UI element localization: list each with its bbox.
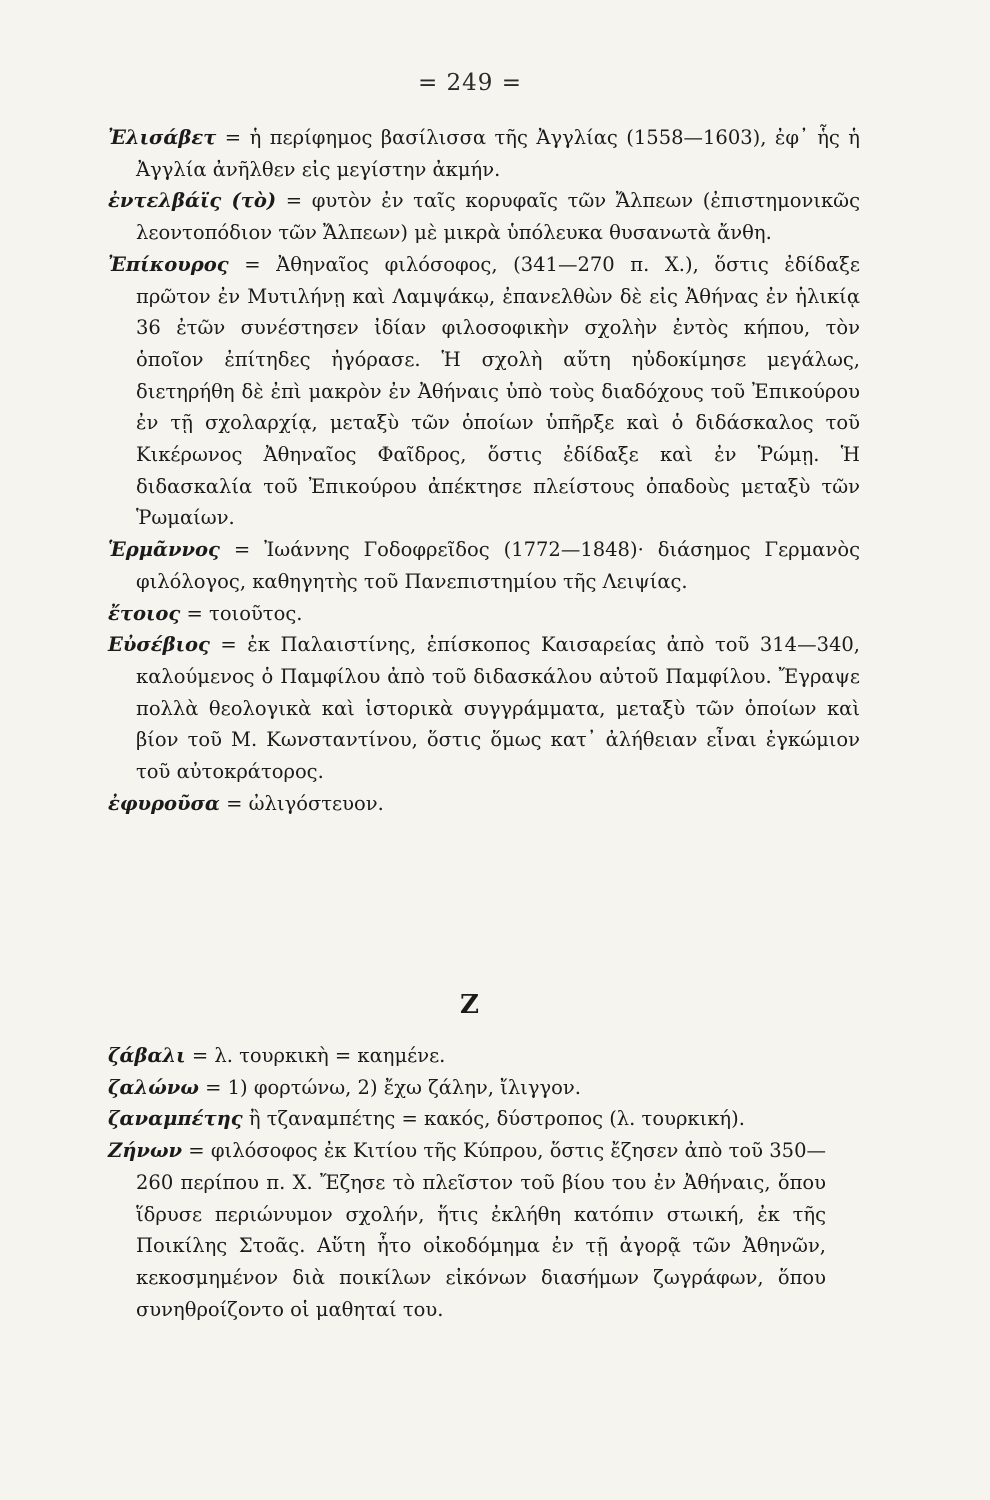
dictionary-entry [108,1103,826,1135]
dictionary-entry [108,185,860,248]
dictionary-entry [108,249,860,534]
dictionary-entry [108,122,860,185]
entry-definition: = ὠλιγόστευον. [219,791,384,815]
entry-headword: ἐντελβάϊς (τὸ) [108,189,277,213]
page-number: = 249 = [417,70,523,96]
entry-headword: Ἐπίκουρος [108,252,229,276]
entry-definition: = ἐκ Παλαιστίνης, ἐπίσκοπος Καισαρείας ἀπὸ τοῦ 314—340, καλούμενος ὁ Παμφίλου ἀπὸ τοῦ διδασκάλου αὐτοῦ Παμφίλου. Ἔγραψε πολλὰ θεολογικὰ καὶ ἱστορικὰ συγγράμματα, μεταξὺ τῶν ὁποίων καὶ βίον τοῦ Μ. Κωνσταντίνου, ὅστις ὅμως κατ᾽ ἀλήθειαν εἶναι ἐγκώμιον τοῦ αὐτοκράτορος. [136,633,860,784]
entry-definition: = τοιοῦτος. [180,601,303,625]
entry-headword: Ἐλισάβετ [108,126,217,149]
entry-headword: ἔτοιος [108,601,181,625]
dictionary-entry [108,629,860,788]
entry-definition: = 1) φορτώνω, 2) ἔχω ζάλην, ἴλιγγον. [198,1075,581,1099]
section-letter-heading: Z [460,990,480,1020]
entry-headword: Ἑρμᾶννος [108,538,220,562]
entry-definition: = λ. τουρκικὴ = καημένε. [185,1044,446,1067]
dictionary-entry [108,1040,826,1072]
dictionary-entry [108,598,860,630]
entry-definition: = φιλόσοφος ἐκ Κιτίου τῆς Κύπρου, ὅστις ἔζησεν ἀπὸ τοῦ 350—260 περίπου π. Χ. Ἔζησε τὸ πλεῖστον τοῦ βίου του ἐν Ἀθήναις, ὅπου ἵδρυσε περιώνυμον σχολήν, ἥτις ἐκλήθη κατόπιν στωική, ἐκ τῆς Ποικίλης Στοᾶς. Αὕτη ἦτο οἰκοδόμημα ἐν τῇ ἀγορᾷ τῶν Ἀθηνῶν, κεκοσμημένον διὰ ποικίλων εἰκόνων διασήμων ζωγράφων, ὅπου συνηθροίζοντο οἱ μαθηταί του. [136,1139,826,1321]
entry-definition: = Ἰωάννης Γοδοφρεῖδος (1772—1848)· διάσημος Γερμανὸς φιλόλογος, καθηγητὴς τοῦ Πανεπιστημίου τῆς Λειψίας. [136,538,860,593]
entry-headword: Ζήνων [108,1139,183,1163]
entry-headword: ζαλώνω [108,1075,199,1099]
entry-definition: ἢ τζαναμπέτης = κακός, δύστροπος (λ. τουρκική). [242,1107,745,1131]
entry-headword: ζάβαλι [108,1044,186,1067]
entries-section-e [108,122,860,819]
dictionary-entry [108,1072,826,1104]
entry-headword: ζαναμπέτης [108,1107,243,1131]
entry-definition: = φυτὸν ἐν ταῖς κορυφαῖς τῶν Ἄλπεων (ἐπιστημονικῶς λεοντοπόδιον τῶν Ἄλπεων) μὲ μικρὰ ὑπόλευκα θυσανωτὰ ἄνθη. [136,189,860,245]
dictionary-entry [108,788,860,820]
entries-section-z [108,1040,826,1325]
entry-headword: ἐφυροῦσα [108,791,220,815]
entry-headword: Εὐσέβιος [108,633,210,657]
entry-definition: = Ἀθηναῖος φιλόσοφος, (341—270 π. Χ.), ὅστις ἐδίδαξε πρῶτον ἐν Μυτιλήνῃ καὶ Λαμψάκῳ, ἐπανελθὼν δὲ εἰς Ἀθήνας ἐν ἡλικίᾳ 36 ἐτῶν συνέστησεν ἰδίαν φιλοσοφικὴν σχολὴν ἐντὸς κήπου, τὸν ὁποῖον ἐπίτηδες ἠγόρασε. Ἡ σχολὴ αὕτη ηὐδοκίμησε μεγάλως, διετηρήθη δὲ ἐπὶ μακρὸν ἐν Ἀθήναις ὑπὸ τοὺς διαδόχους τοῦ Ἐπικούρου ἐν τῇ σχολαρχίᾳ, μεταξὺ τῶν ὁποίων ὑπῆρξε καὶ ὁ διδάσκαλος τοῦ Κικέρωνος Ἀθηναῖος Φαῖδρος, ὅστις ἐδίδαξε καὶ ἐν Ῥώμῃ. Ἡ διδασκαλία τοῦ Ἐπικούρου ἀπέκτησε πλείστους ὀπαδοὺς μεταξὺ τῶν Ῥωμαίων. [136,252,860,530]
entry-definition: = ἡ περίφημος βασίλισσα τῆς Ἀγγλίας (1558—1603), ἐφ᾽ ἧς ἡ Ἀγγλία ἀνῆλθεν εἰς μεγίστην ἀκμήν. [136,126,860,181]
dictionary-entry [108,1135,826,1325]
dictionary-entry [108,534,860,597]
